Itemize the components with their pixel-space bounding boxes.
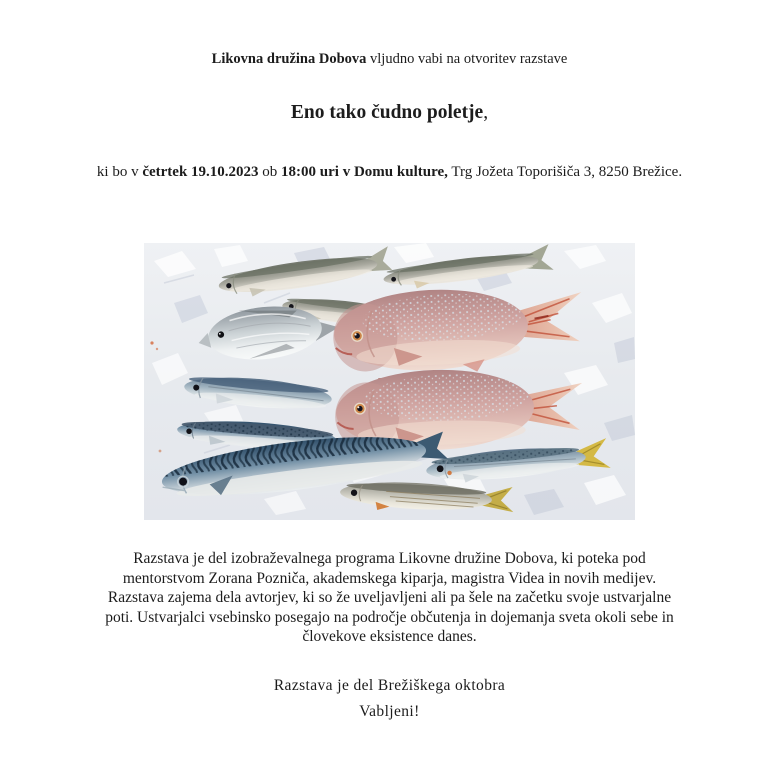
- fish-photo-illustration: [144, 243, 635, 520]
- intro-regular: vljudno vabi na otvoritev razstave: [366, 51, 568, 67]
- exhibition-title: [0, 101, 779, 124]
- footer-note: Razstava je del Brežiškega oktobra: [273, 676, 506, 694]
- details-pre: ki bo v: [96, 164, 143, 180]
- paragraph-line: človekove eksistence danes.: [302, 628, 477, 645]
- paragraph-line: Razstava zajema dela avtorjev, ki so že uveljavljeni ali pa šele na začetku svoje ustvarjalne: [107, 589, 672, 606]
- fish-photo: [144, 243, 635, 520]
- exhibition-title-text: Eno tako čudno poletje: [290, 102, 484, 123]
- intro-line: [0, 0, 779, 68]
- details-mid: ob: [258, 164, 282, 180]
- event-details: [90, 162, 690, 182]
- footer-welcome: Vabljeni!: [359, 702, 420, 720]
- paragraph-line: Razstava je del izobraževalnega programa Likovne družine Dobova, ki poteka pod: [133, 550, 646, 567]
- details-time-venue: 18:00 uri v Domu kulture,: [281, 164, 448, 180]
- paragraph-line: poti. Ustvarjalci vsebinsko posegajo na področje občutenja in dojemanja sveta okoli sebe in: [105, 608, 674, 626]
- paragraph-line: mentorstvom Zorana Pozniča, akademskega kiparja, magistra Videa in novih medijev.: [122, 569, 657, 587]
- details-date: četrtek 19.10.2023: [142, 164, 259, 180]
- intro-bold: Likovna družina Dobova: [211, 51, 367, 67]
- exhibition-title-comma: ,: [483, 102, 489, 123]
- description-paragraph: [70, 549, 710, 647]
- details-address: Trg Jožeta Toporišiča 3, 8250 Brežice.: [447, 164, 683, 180]
